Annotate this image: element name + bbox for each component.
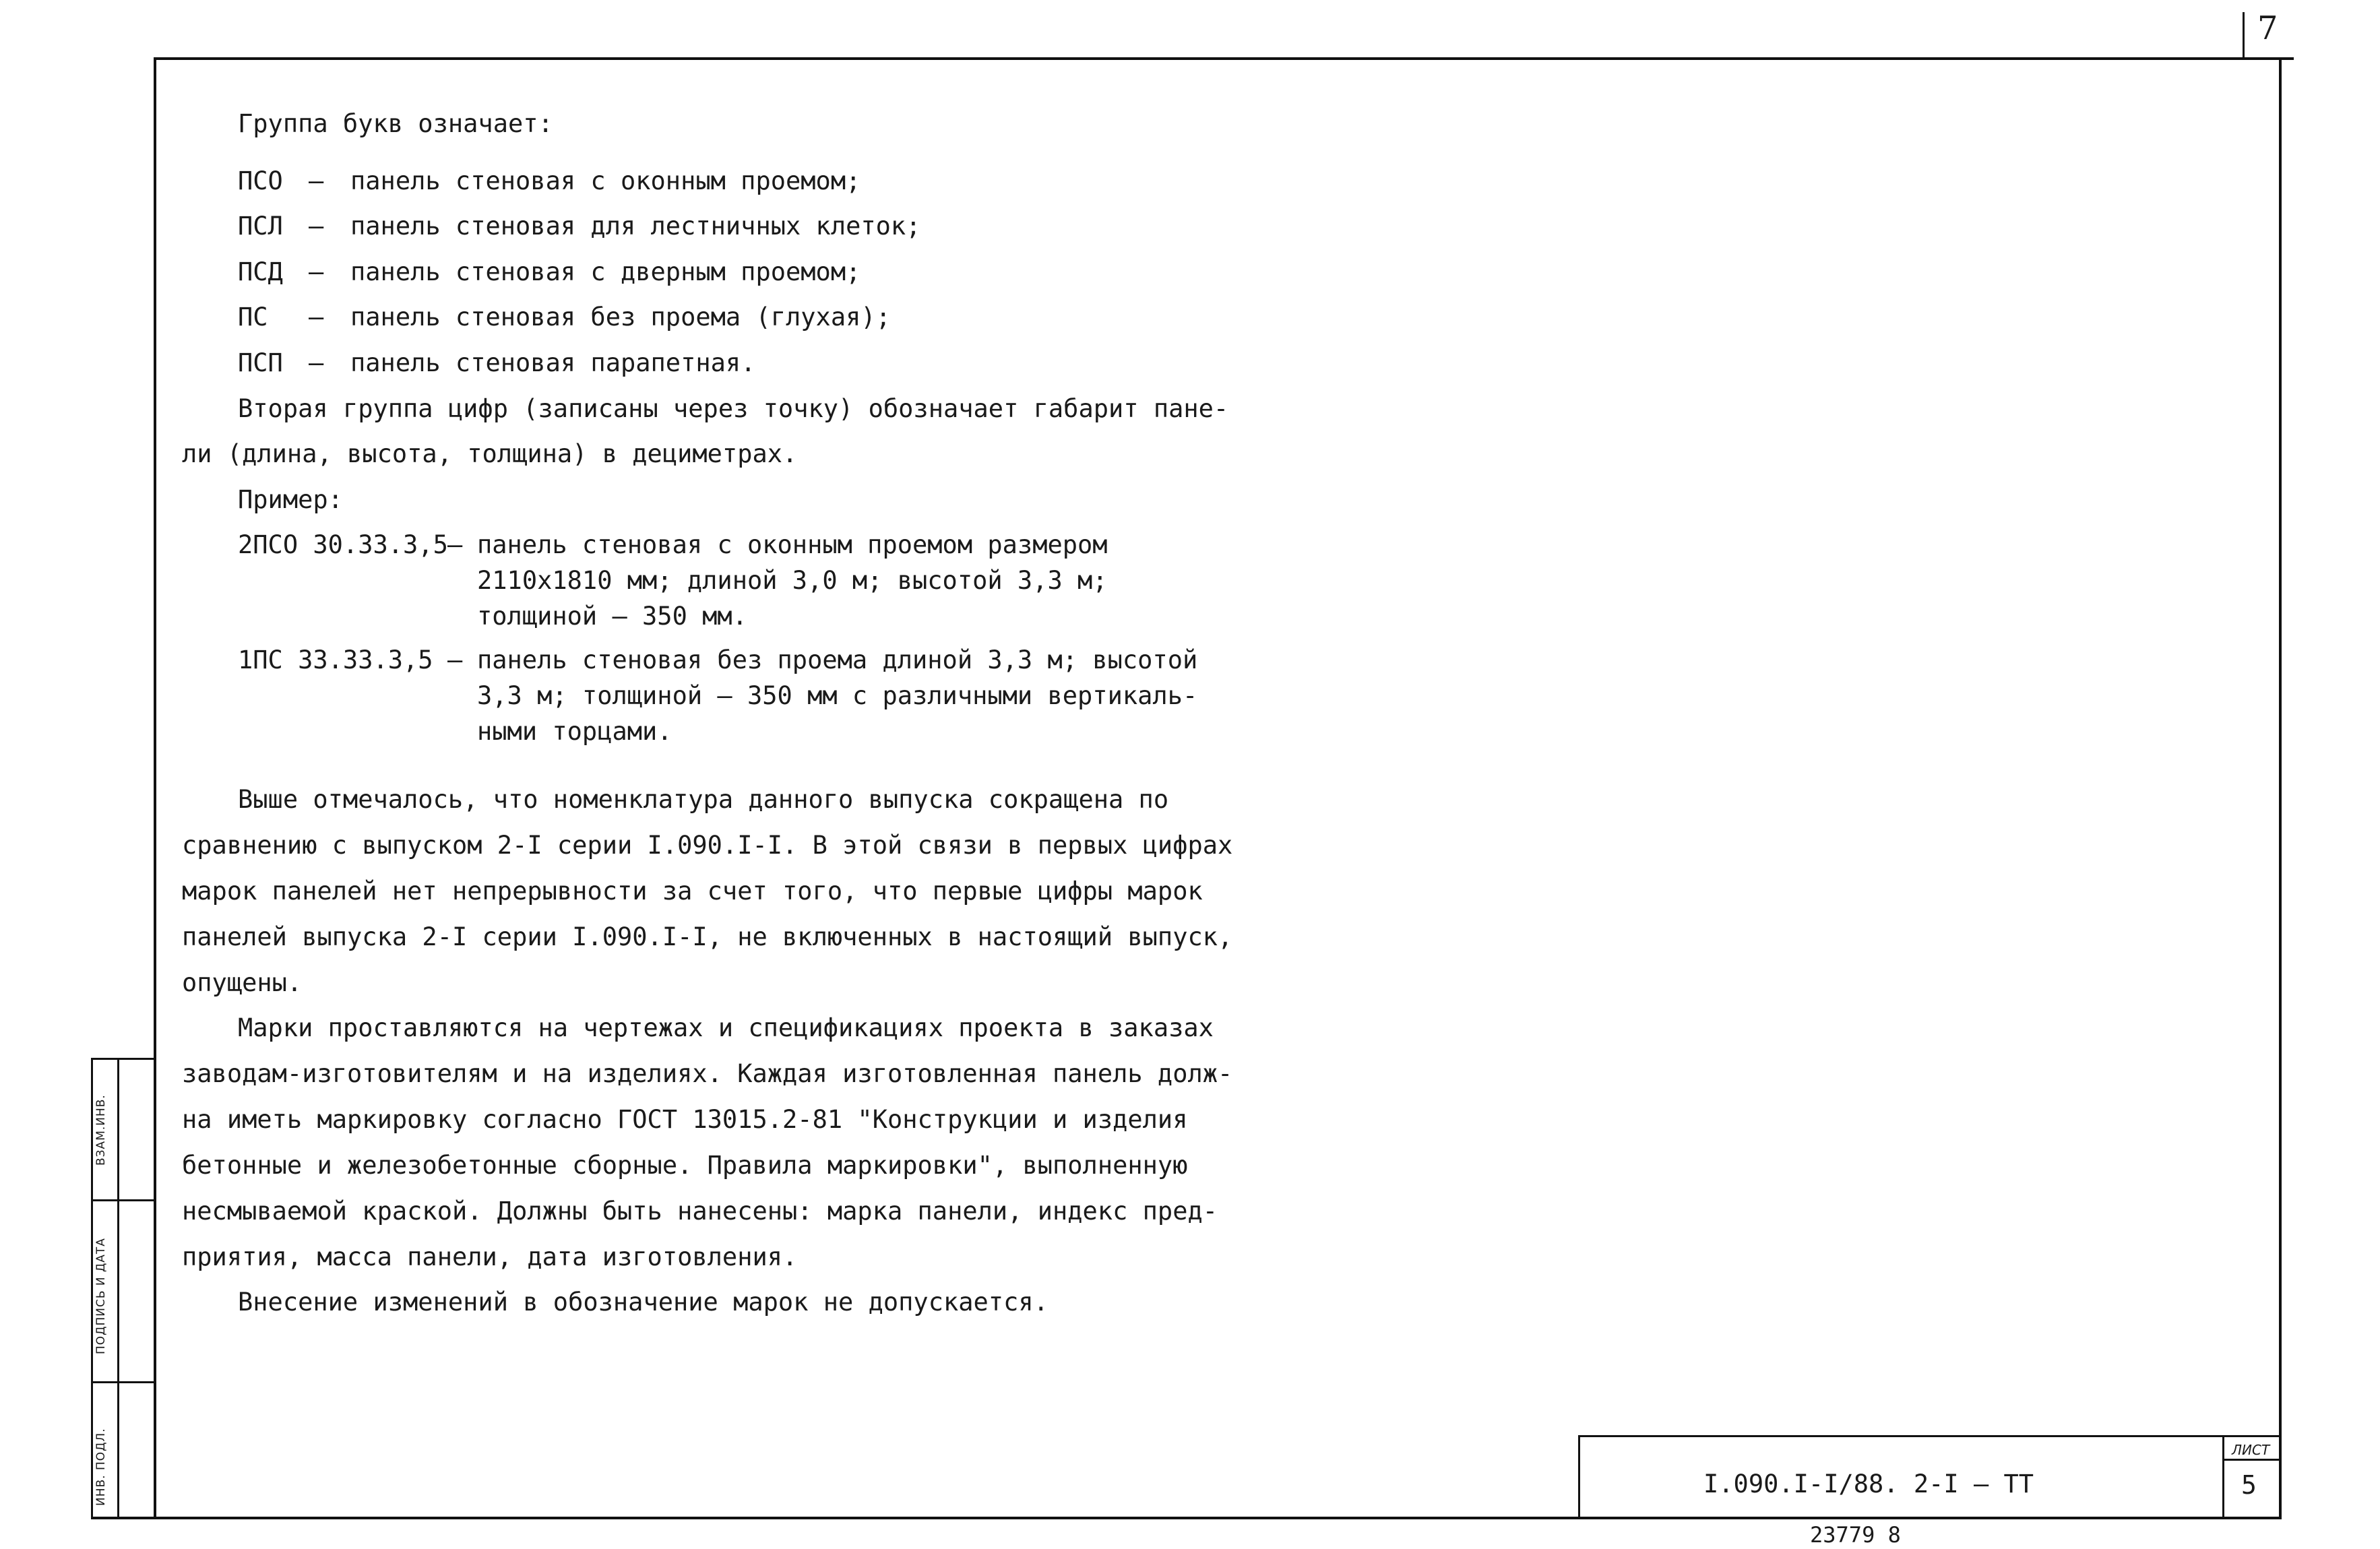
paragraph2-line: на иметь маркировку согласно ГОСТ 13015.2-81 "Конструкции и изделия <box>182 1105 1188 1134</box>
sheet-corner-number: 7 <box>2257 9 2278 47</box>
footer-number: 23779 8 <box>1810 1522 1901 1548</box>
title-block-sheet-divider <box>2222 1435 2224 1518</box>
paragraph2-line: Марки проставляются на чертежах и спецификациях проекта в заказах <box>238 1013 1214 1042</box>
document-code: I.090.I-I/88. 2-I – ТТ <box>1703 1469 2034 1498</box>
paragraph1-line: марок панелей нет непрерывности за счет того, что первые цифры марок <box>182 877 1203 906</box>
legend-intro: Группа букв означает: <box>238 109 553 138</box>
side-stamp-vzam: ВЗАМ.ИНВ. <box>94 1094 108 1166</box>
legend-text: панель стеновая парапетная. <box>350 348 756 377</box>
legend-code: ПСД <box>238 257 283 286</box>
example-label: Пример: <box>238 485 343 514</box>
side-stamp-mid-line <box>117 1058 119 1519</box>
legend-dash: – <box>309 212 324 241</box>
legend-code: ПС <box>238 303 268 331</box>
side-stamp-inv: ИНВ. ПОДЛ. <box>94 1428 108 1506</box>
side-stamp-left-line <box>91 1058 93 1519</box>
left-frame-line <box>154 57 156 1518</box>
legend-text: панель стеновая с дверным проемом; <box>350 257 861 286</box>
second-group-line-1: Вторая группа цифр (записаны через точку) обозначает габарит пане- <box>238 394 1229 423</box>
legend-text: панель стеновая без проема (глухая); <box>350 303 891 331</box>
paragraph3: Внесение изменений в обозначение марок не допускается. <box>238 1288 1048 1317</box>
side-stamp-podpis: ПОДПИСЬ И ДАТА <box>94 1238 108 1354</box>
sheet-label: ЛИСТ <box>2232 1442 2270 1458</box>
paragraph2-line: несмываемой краской. Должны быть нанесены: марка панели, индекс пред- <box>182 1197 1218 1226</box>
example-text-line: 3,3 м; толщиной – 350 мм с различными вертикаль- <box>477 681 1198 710</box>
side-stamp-divider-1 <box>91 1199 155 1201</box>
title-block-left-line <box>1578 1435 1580 1518</box>
sheet-number: 5 <box>2241 1470 2257 1500</box>
right-frame-line <box>2279 57 2282 1518</box>
legend-dash: – <box>309 348 324 377</box>
example-text-line: ными торцами. <box>477 717 672 746</box>
example-text-line: толщиной – 350 мм. <box>477 602 747 631</box>
bottom-frame-line <box>91 1517 2282 1519</box>
top-frame-line <box>154 57 2294 60</box>
paragraph2-line: заводам-изготовителям и на изделиях. Каждая изготовленная панель долж- <box>182 1059 1233 1088</box>
legend-text: панель стеновая с оконным проемом; <box>350 166 861 195</box>
corner-separator <box>2243 12 2245 57</box>
legend-code: ПСЛ <box>238 212 283 241</box>
example-dash: – <box>447 530 463 559</box>
legend-dash: – <box>309 303 324 331</box>
example-text-line: панель стеновая без проема длиной 3,3 м; высотой <box>477 645 1198 674</box>
example-text-line: панель стеновая с оконным проемом размером <box>477 530 1108 559</box>
legend-text: панель стеновая для лестничных клеток; <box>350 212 921 241</box>
paragraph2-line: бетонные и железобетонные сборные. Правила маркировки", выполненную <box>182 1151 1188 1180</box>
paragraph1-line: сравнению с выпуском 2-I серии I.090.I-I. В этой связи в первых цифрах <box>182 831 1233 860</box>
legend-dash: – <box>309 257 324 286</box>
side-stamp-top-line <box>91 1058 155 1060</box>
paragraph1-line: опущены. <box>182 968 303 997</box>
side-stamp-divider-2 <box>91 1381 155 1383</box>
title-block-top-line <box>1578 1435 2282 1437</box>
paragraph1-line: Выше отмечалось, что номенклатура данного выпуска сокращена по <box>238 785 1169 814</box>
legend-code: ПСО <box>238 166 283 195</box>
example-code: 1ПС 33.33.3,5 <box>238 645 433 674</box>
example-text-line: 2110х1810 мм; длиной 3,0 м; высотой 3,3 м; <box>477 566 1108 595</box>
legend-code: ПСП <box>238 348 283 377</box>
title-block-sheet-label-line <box>2222 1459 2282 1461</box>
example-dash: – <box>447 645 463 674</box>
second-group-line-2: ли (длина, высота, толщина) в дециметрах. <box>182 439 798 468</box>
example-code: 2ПСО 30.33.3,5 <box>238 530 448 559</box>
paragraph2-line: приятия, масса панели, дата изготовления. <box>182 1242 798 1271</box>
paragraph1-line: панелей выпуска 2-I серии I.090.I-I, не включенных в настоящий выпуск, <box>182 922 1233 951</box>
legend-dash: – <box>309 166 324 195</box>
